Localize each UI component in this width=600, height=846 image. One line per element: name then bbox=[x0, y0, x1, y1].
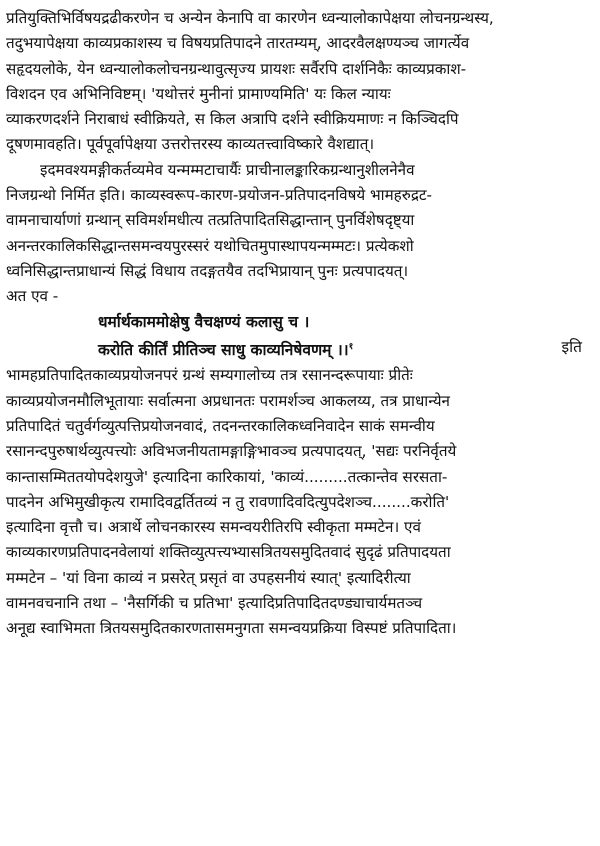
text-line: काव्यकारणप्रतिपादनवेलायां शक्तिव्युत्पत्त्यभ्यासत्रितयसमुदितवादं सुदृढं प्रतिपादयता bbox=[6, 543, 451, 562]
text-line: इदमवश्यमङ्गीकर्तव्यमेव यन्मम्मटाचार्यैः प्राचीनालङ्कारिकग्रन्थानुशीलनेनैव bbox=[40, 160, 415, 179]
text-line: वामनाचार्याणां ग्रन्थान् सविमर्शमधीत्य तत्प्रतिपादितसिद्धान्तान् पुनर्विशेषदृष्ट्या bbox=[6, 211, 415, 230]
text-line: भामहप्रतिपादितकाव्यप्रयोजनपरं ग्रन्थं सम्यगालोच्य तत्र रसानन्दरूपायाः प्रीतेः bbox=[6, 366, 413, 385]
text-line: इत्यादिना वृत्तौ च। अत्रार्थे लोचनकारस्य समन्वयरीतिरपि स्वीकृता मम्मटेन। एवं bbox=[6, 518, 421, 537]
text-line: ध्वनिसिद्धान्तप्राधान्यं सिद्धं विधाय तदङ्गतयैव तदभिप्रायान् पुनः प्रत्यपादयत्। bbox=[6, 261, 409, 280]
text-line: दूषणमावहति। पूर्वपूर्वापेक्षया उत्तरोत्तरस्य काव्यतत्त्वाविष्कारे वैशद्यात्। bbox=[6, 135, 375, 154]
text-line: तदुभयापेक्षया काव्यप्रकाशस्य च विषयप्रतिपादने तारतम्यम्, आदरवैलक्षण्यञ्च जागर्त्येव bbox=[6, 34, 470, 53]
paragraph-3 bbox=[6, 363, 594, 641]
text-line: अत एव - bbox=[6, 287, 59, 306]
verse-line-2 bbox=[6, 335, 594, 363]
footnote-mark: १ bbox=[348, 341, 354, 352]
text-line: प्रतियुक्तिभिर्विषयद्रढीकरणेन च अन्येन केनापि वा कारणेन ध्वन्यालोकापेक्षया लोचनग्रन्थस्य, bbox=[6, 9, 494, 27]
verse-iti: इति bbox=[561, 337, 582, 356]
text-line: कान्तासम्मिततयोपदेशयुजे' इत्यादिना कारिकायां, 'काव्यं.........तत्कान्तेव सरसता- bbox=[6, 467, 448, 486]
text-line: पादनेन अभिमुखीकृत्य रामादिवद्वर्तितव्यं न तु रावणादिवदित्युपदेशञ्च........करोति' bbox=[6, 492, 450, 511]
text-line: रसानन्दपुरुषार्थव्युत्पत्त्योः अविभजनीयतामङ्गाङ्गिभावञ्च प्रत्यपादयत्, 'सद्यः परनिर्वृतये bbox=[6, 442, 457, 461]
text-line: प्रतिपादितं चतुर्वर्गव्युत्पत्तिप्रयोजनवादं, तदनन्तरकालिकध्वनिवादेन साकं समन्वीय bbox=[6, 416, 435, 435]
paragraph-1 bbox=[6, 6, 594, 158]
text-line: अनन्तरकालिकसिद्धान्तसमन्वयपुरस्सरं यथोचितमुपास्थापयन्मम्मटः। प्रत्येकशो bbox=[6, 236, 414, 255]
text-line: सहृदयलोके, येन ध्वन्यालोकलोचनग्रन्थावुत्सृज्य प्रायशः सर्वैरपि दार्शनिकैः काव्यप्रकाश- bbox=[6, 59, 467, 78]
verse-block bbox=[6, 310, 594, 364]
text-line: विशदन एव अभिनिविष्टम्। 'यथोत्तरं मुनीनां प्रामाण्यमिति' यः किल न्यायः bbox=[6, 84, 391, 103]
verse-line-2-text: करोति कीर्तिं प्रीतिञ्च साधु काव्यनिषेवणम् ।। bbox=[98, 341, 349, 360]
text-line: काव्यप्रयोजनमौलिभूतायाः सर्वात्मना अप्रधानतः परामर्शञ्च आकलय्य, तत्र प्राधान्येन bbox=[6, 391, 450, 410]
text-line: निजग्रन्थो निर्मित इति। काव्यस्वरूप-कारण-प्रयोजन-प्रतिपादनविषये भामहरुद्रट- bbox=[6, 186, 433, 205]
verse-line-1: धर्मार्थकाममोक्षेषु वैचक्षण्यं कलासु च । bbox=[98, 312, 310, 331]
text-line: मम्मटेन – 'यां विना काव्यं न प्रसरेत् प्रसृतं वा उपहसनीयं स्यात्' इत्यादिरीत्या bbox=[6, 568, 411, 587]
text-line: व्याकरणदर्शने निराबाधं स्वीक्रियते, स किल अत्रापि दर्शने स्वीक्रियमाणः न किञ्चिदपि bbox=[6, 110, 459, 129]
paragraph-2 bbox=[6, 158, 594, 310]
text-line: वामनवचनानि तथा – 'नैसर्गिकी च प्रतिभा' इत्यादिप्रतिपादितदण्ड्याचार्यमतञ्च bbox=[6, 593, 423, 612]
text-line: अनूद्य स्वाभिमता त्रितयसमुदितकारणतासमनुगता समन्वयप्रक्रिया विस्पष्टं प्रतिपादिता। bbox=[6, 619, 457, 638]
